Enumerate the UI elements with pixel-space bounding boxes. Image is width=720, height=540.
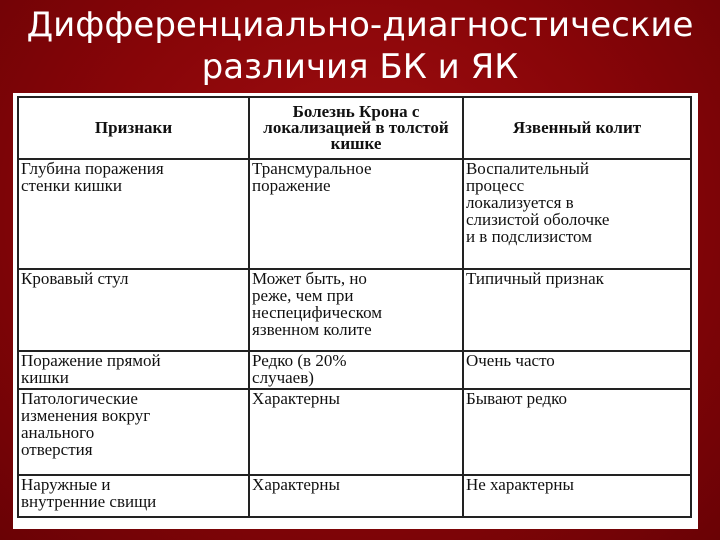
table-cell-uc: Не характерны xyxy=(463,475,691,517)
table-row xyxy=(18,389,691,475)
table-row xyxy=(18,475,691,517)
header-ulcerative-colitis: Язвенный колит xyxy=(463,97,691,159)
table-cell-sign: Глубина поражения стенки кишки xyxy=(18,159,249,269)
table-row xyxy=(18,351,691,389)
table-cell-sign: Кровавый стул xyxy=(18,269,249,351)
table-cell-crohns: Редко (в 20% случаев) xyxy=(249,351,463,389)
slide-title xyxy=(0,4,720,88)
table-cell-sign: Наружные и внутренние свищи xyxy=(18,475,249,517)
table-cell-crohns: Характерны xyxy=(249,475,463,517)
table-cell-uc: Бывают редко xyxy=(463,389,691,475)
table-cell-crohns: Трансмуральное поражение xyxy=(249,159,463,269)
table-header-row xyxy=(18,97,691,159)
table-cell-uc: Очень часто xyxy=(463,351,691,389)
header-signs: Признаки xyxy=(18,97,249,159)
table-cell-crohns: Характерны xyxy=(249,389,463,475)
slide-title-line-2: различия БК и ЯК xyxy=(201,47,519,87)
slide-title-line-1: Дифференциально-диагностические xyxy=(26,5,694,45)
table-row xyxy=(18,159,691,269)
table-row xyxy=(18,269,691,351)
header-crohns-disease: Болезнь Крона с локализацией в толстой кишке xyxy=(249,97,463,159)
table-cell-uc: Типичный признак xyxy=(463,269,691,351)
table-cell-sign: Патологические изменения вокруг анального отверстия xyxy=(18,389,249,475)
comparison-table xyxy=(17,96,692,518)
table-cell-crohns: Может быть, но реже, чем при неспецифическом язвенном колите xyxy=(249,269,463,351)
table-cell-sign: Поражение прямой кишки xyxy=(18,351,249,389)
comparison-table-panel xyxy=(13,93,698,529)
table-cell-uc: Воспалительный процесс локализуется в слизистой оболочке и в подслизистом xyxy=(463,159,691,269)
